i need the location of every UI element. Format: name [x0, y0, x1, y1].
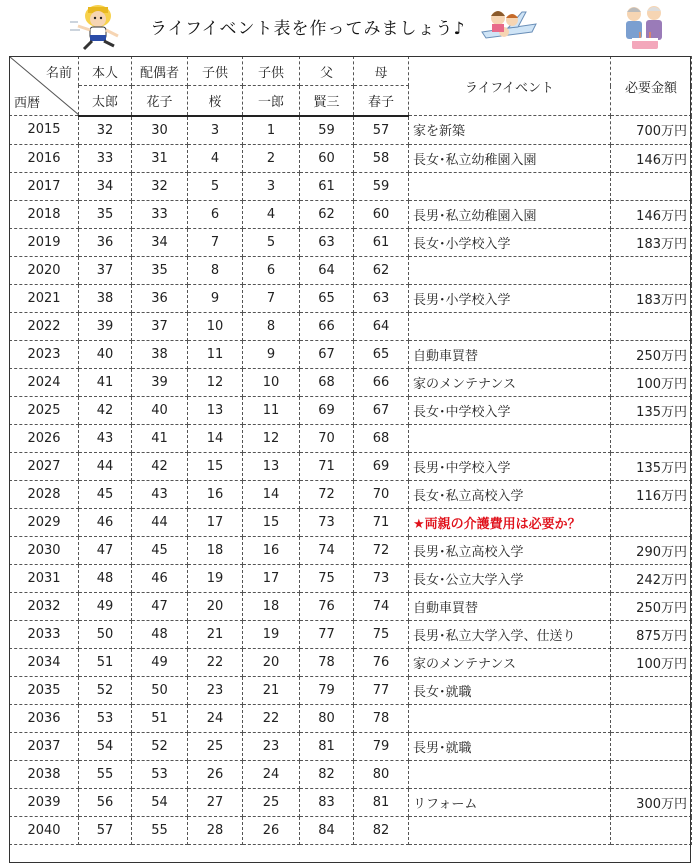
- age-cell: 40: [79, 340, 132, 368]
- age-cell: 19: [188, 564, 243, 592]
- member-role: 子供: [188, 57, 243, 86]
- age-cell: 60: [354, 200, 409, 228]
- age-cell: 17: [188, 508, 243, 536]
- member-role: 本人: [79, 57, 132, 86]
- table-row: [10, 368, 692, 396]
- age-cell: 33: [79, 144, 132, 172]
- age-cell: 82: [300, 760, 354, 788]
- amount-cell: [611, 312, 692, 340]
- age-cell: 18: [243, 592, 300, 620]
- event-cell: 長男･小学校入学: [409, 284, 611, 312]
- event-cell: [409, 172, 611, 200]
- age-cell: 48: [79, 564, 132, 592]
- age-cell: 30: [132, 116, 188, 145]
- age-cell: 6: [188, 200, 243, 228]
- age-cell: 51: [79, 648, 132, 676]
- age-cell: 81: [300, 732, 354, 760]
- event-cell: 自動車買替: [409, 340, 611, 368]
- age-cell: 37: [79, 256, 132, 284]
- age-cell: 77: [300, 620, 354, 648]
- age-cell: 8: [243, 312, 300, 340]
- amount-cell: 250万円: [611, 592, 692, 620]
- year-cell: 2029: [10, 508, 79, 536]
- age-cell: 9: [188, 284, 243, 312]
- age-cell: 23: [188, 676, 243, 704]
- member-role: 母: [354, 57, 409, 86]
- age-cell: 23: [243, 732, 300, 760]
- amount-cell: 290万円: [611, 536, 692, 564]
- table-row: [10, 256, 692, 284]
- age-cell: 60: [300, 144, 354, 172]
- event-cell: 家のメンテナンス: [409, 648, 611, 676]
- age-cell: 20: [188, 592, 243, 620]
- amount-cell: 135万円: [611, 452, 692, 480]
- amount-cell: [611, 172, 692, 200]
- age-cell: 66: [354, 368, 409, 396]
- age-cell: 44: [79, 452, 132, 480]
- age-cell: 13: [188, 396, 243, 424]
- age-cell: 15: [243, 508, 300, 536]
- age-cell: 32: [132, 172, 188, 200]
- age-cell: 5: [188, 172, 243, 200]
- amount-cell: 146万円: [611, 144, 692, 172]
- age-cell: 46: [79, 508, 132, 536]
- age-cell: 9: [243, 340, 300, 368]
- age-cell: 7: [188, 228, 243, 256]
- age-cell: 39: [79, 312, 132, 340]
- age-cell: 61: [354, 228, 409, 256]
- member-name: 賢三: [300, 86, 354, 116]
- event-cell: 長女･小学校入学: [409, 228, 611, 256]
- table-row: [10, 228, 692, 256]
- year-cell: 2025: [10, 396, 79, 424]
- age-cell: 18: [188, 536, 243, 564]
- year-cell: 2018: [10, 200, 79, 228]
- table-row: [10, 732, 692, 760]
- event-cell: 長男･私立幼稚園入園: [409, 200, 611, 228]
- age-cell: 72: [300, 480, 354, 508]
- year-cell: 2031: [10, 564, 79, 592]
- age-cell: 41: [79, 368, 132, 396]
- age-cell: 24: [243, 760, 300, 788]
- age-cell: 84: [300, 816, 354, 844]
- age-cell: 10: [243, 368, 300, 396]
- age-cell: 17: [243, 564, 300, 592]
- age-cell: 11: [243, 396, 300, 424]
- age-cell: 45: [79, 480, 132, 508]
- table-row: [10, 144, 692, 172]
- age-cell: 49: [132, 648, 188, 676]
- table-row: [10, 340, 692, 368]
- age-cell: 42: [132, 452, 188, 480]
- year-cell: 2019: [10, 228, 79, 256]
- age-cell: 39: [132, 368, 188, 396]
- age-cell: 2: [243, 144, 300, 172]
- age-cell: 5: [243, 228, 300, 256]
- amount-cell: 100万円: [611, 648, 692, 676]
- age-cell: 14: [243, 480, 300, 508]
- age-cell: 70: [300, 424, 354, 452]
- age-cell: 65: [300, 284, 354, 312]
- age-cell: 7: [243, 284, 300, 312]
- event-cell: 長男･私立大学入学、仕送り: [409, 620, 611, 648]
- age-cell: 48: [132, 620, 188, 648]
- age-cell: 47: [132, 592, 188, 620]
- year-cell: 2016: [10, 144, 79, 172]
- age-cell: 69: [354, 452, 409, 480]
- amount-cell: 250万円: [611, 340, 692, 368]
- age-cell: 80: [354, 760, 409, 788]
- age-cell: 54: [79, 732, 132, 760]
- age-cell: 15: [188, 452, 243, 480]
- age-cell: 53: [79, 704, 132, 732]
- member-name: 桜: [188, 86, 243, 116]
- age-cell: 83: [300, 788, 354, 816]
- age-cell: 52: [79, 676, 132, 704]
- amount-cell: 116万円: [611, 480, 692, 508]
- age-cell: 26: [243, 816, 300, 844]
- age-cell: 72: [354, 536, 409, 564]
- year-cell: 2015: [10, 116, 79, 145]
- member-name: 太郎: [79, 86, 132, 116]
- age-cell: 79: [354, 732, 409, 760]
- table-row: [10, 620, 692, 648]
- table-row: [10, 816, 692, 844]
- age-cell: 1: [243, 116, 300, 145]
- corner-name-label: 名前: [45, 66, 72, 81]
- event-cell: [409, 760, 611, 788]
- year-cell: 2017: [10, 172, 79, 200]
- table-row: [10, 564, 692, 592]
- age-cell: 12: [188, 368, 243, 396]
- age-cell: 73: [354, 564, 409, 592]
- corner-header: [10, 57, 79, 116]
- age-cell: 69: [300, 396, 354, 424]
- event-cell: 長女･公立大学入学: [409, 564, 611, 592]
- amount-cell: 242万円: [611, 564, 692, 592]
- member-name: 春子: [354, 86, 409, 116]
- age-cell: 62: [354, 256, 409, 284]
- age-cell: 14: [188, 424, 243, 452]
- year-cell: 2032: [10, 592, 79, 620]
- age-cell: 26: [188, 760, 243, 788]
- table-row: [10, 200, 692, 228]
- page-title: ライフイベント表を作ってみましょう♪: [150, 19, 466, 39]
- age-cell: 59: [354, 172, 409, 200]
- age-cell: 21: [188, 620, 243, 648]
- age-cell: 33: [132, 200, 188, 228]
- age-cell: 82: [354, 816, 409, 844]
- table-row: [10, 704, 692, 732]
- event-cell: 家のメンテナンス: [409, 368, 611, 396]
- table-row: [10, 676, 692, 704]
- age-cell: 68: [354, 424, 409, 452]
- amount-cell: 700万円: [611, 116, 692, 145]
- age-cell: 34: [79, 172, 132, 200]
- age-cell: 6: [243, 256, 300, 284]
- age-cell: 40: [132, 396, 188, 424]
- event-cell: リフォーム: [409, 788, 611, 816]
- amount-cell: [611, 732, 692, 760]
- member-name: 一郎: [243, 86, 300, 116]
- table-row: [10, 116, 692, 145]
- age-cell: 19: [243, 620, 300, 648]
- age-cell: 49: [79, 592, 132, 620]
- table-row: [10, 312, 692, 340]
- age-cell: 70: [354, 480, 409, 508]
- event-cell: 長女･中学校入学: [409, 396, 611, 424]
- event-cell: [409, 704, 611, 732]
- year-cell: 2038: [10, 760, 79, 788]
- running-kid-icon: [68, 2, 132, 52]
- table-row: [10, 760, 692, 788]
- year-cell: 2040: [10, 816, 79, 844]
- age-cell: 51: [132, 704, 188, 732]
- age-cell: 28: [188, 816, 243, 844]
- table-row: [10, 480, 692, 508]
- age-cell: 35: [79, 200, 132, 228]
- age-cell: 47: [79, 536, 132, 564]
- age-cell: 10: [188, 312, 243, 340]
- age-cell: 36: [132, 284, 188, 312]
- member-role: 父: [300, 57, 354, 86]
- table-row: [10, 648, 692, 676]
- age-cell: 21: [243, 676, 300, 704]
- age-cell: 35: [132, 256, 188, 284]
- age-cell: 64: [300, 256, 354, 284]
- life-event-table: [9, 56, 692, 845]
- age-cell: 12: [243, 424, 300, 452]
- age-cell: 11: [188, 340, 243, 368]
- age-cell: 71: [300, 452, 354, 480]
- table-row: [10, 452, 692, 480]
- age-cell: 43: [79, 424, 132, 452]
- age-cell: 34: [132, 228, 188, 256]
- age-cell: 37: [132, 312, 188, 340]
- table-row: [10, 536, 692, 564]
- age-cell: 22: [188, 648, 243, 676]
- family-plane-icon: [478, 2, 540, 52]
- amount-cell: [611, 760, 692, 788]
- age-cell: 50: [132, 676, 188, 704]
- age-cell: 77: [354, 676, 409, 704]
- amount-cell: 100万円: [611, 368, 692, 396]
- amount-cell: [611, 256, 692, 284]
- amount-cell: [611, 508, 692, 536]
- event-cell: 長女･私立幼稚園入園: [409, 144, 611, 172]
- age-cell: 67: [300, 340, 354, 368]
- amount-cell: 146万円: [611, 200, 692, 228]
- year-cell: 2034: [10, 648, 79, 676]
- table-row: [10, 172, 692, 200]
- table-row: [10, 396, 692, 424]
- year-cell: 2026: [10, 424, 79, 452]
- age-cell: 27: [188, 788, 243, 816]
- year-cell: 2033: [10, 620, 79, 648]
- amount-cell: 183万円: [611, 284, 692, 312]
- age-cell: 3: [243, 172, 300, 200]
- age-cell: 53: [132, 760, 188, 788]
- age-cell: 64: [354, 312, 409, 340]
- age-cell: 68: [300, 368, 354, 396]
- event-cell: 長男･中学校入学: [409, 452, 611, 480]
- event-cell: [409, 424, 611, 452]
- amount-cell: [611, 704, 692, 732]
- age-cell: 8: [188, 256, 243, 284]
- age-cell: 13: [243, 452, 300, 480]
- age-cell: 66: [300, 312, 354, 340]
- age-cell: 73: [300, 508, 354, 536]
- grandparents-cake-icon: [614, 0, 676, 54]
- member-name: 花子: [132, 86, 188, 116]
- amount-cell: [611, 676, 692, 704]
- year-cell: 2022: [10, 312, 79, 340]
- age-cell: 57: [79, 816, 132, 844]
- age-cell: 81: [354, 788, 409, 816]
- amount-cell: 875万円: [611, 620, 692, 648]
- age-cell: 65: [354, 340, 409, 368]
- age-cell: 46: [132, 564, 188, 592]
- age-cell: 56: [79, 788, 132, 816]
- age-cell: 76: [354, 648, 409, 676]
- amount-cell: 135万円: [611, 396, 692, 424]
- age-cell: 16: [188, 480, 243, 508]
- age-cell: 22: [243, 704, 300, 732]
- year-cell: 2027: [10, 452, 79, 480]
- amount-cell: [611, 816, 692, 844]
- age-cell: 76: [300, 592, 354, 620]
- age-cell: 44: [132, 508, 188, 536]
- table-row: [10, 424, 692, 452]
- year-cell: 2036: [10, 704, 79, 732]
- age-cell: 74: [354, 592, 409, 620]
- corner-year-label: 西暦: [14, 96, 41, 111]
- amount-cell: 300万円: [611, 788, 692, 816]
- age-cell: 54: [132, 788, 188, 816]
- member-role: 配偶者: [132, 57, 188, 86]
- age-cell: 41: [132, 424, 188, 452]
- age-cell: 52: [132, 732, 188, 760]
- year-cell: 2030: [10, 536, 79, 564]
- age-cell: 45: [132, 536, 188, 564]
- age-cell: 58: [354, 144, 409, 172]
- table-row: [10, 508, 692, 536]
- event-cell: 長男･私立高校入学: [409, 536, 611, 564]
- table-row: [10, 284, 692, 312]
- age-cell: 25: [243, 788, 300, 816]
- age-cell: 63: [300, 228, 354, 256]
- age-cell: 32: [79, 116, 132, 145]
- event-cell: 長男･就職: [409, 732, 611, 760]
- age-cell: 3: [188, 116, 243, 145]
- amount-cell: 183万円: [611, 228, 692, 256]
- year-cell: 2028: [10, 480, 79, 508]
- age-cell: 75: [354, 620, 409, 648]
- age-cell: 4: [243, 200, 300, 228]
- year-cell: 2035: [10, 676, 79, 704]
- age-cell: 55: [79, 760, 132, 788]
- age-cell: 79: [300, 676, 354, 704]
- age-cell: 36: [79, 228, 132, 256]
- event-cell: [409, 816, 611, 844]
- age-cell: 16: [243, 536, 300, 564]
- event-cell: [409, 312, 611, 340]
- amount-cell: [611, 424, 692, 452]
- age-cell: 42: [79, 396, 132, 424]
- year-cell: 2020: [10, 256, 79, 284]
- age-cell: 20: [243, 648, 300, 676]
- age-cell: 31: [132, 144, 188, 172]
- age-cell: 50: [79, 620, 132, 648]
- header: [0, 0, 694, 56]
- age-cell: 38: [79, 284, 132, 312]
- age-cell: 71: [354, 508, 409, 536]
- year-cell: 2039: [10, 788, 79, 816]
- age-cell: 38: [132, 340, 188, 368]
- age-cell: 63: [354, 284, 409, 312]
- age-cell: 57: [354, 116, 409, 145]
- year-cell: 2023: [10, 340, 79, 368]
- amount-column-header: 必要金額: [611, 57, 692, 116]
- table-row: [10, 592, 692, 620]
- year-cell: 2024: [10, 368, 79, 396]
- age-cell: 67: [354, 396, 409, 424]
- age-cell: 75: [300, 564, 354, 592]
- age-cell: 62: [300, 200, 354, 228]
- age-cell: 80: [300, 704, 354, 732]
- age-cell: 4: [188, 144, 243, 172]
- table-row: [10, 788, 692, 816]
- age-cell: 78: [300, 648, 354, 676]
- event-cell: [409, 256, 611, 284]
- age-cell: 55: [132, 816, 188, 844]
- age-cell: 74: [300, 536, 354, 564]
- event-cell: 自動車買替: [409, 592, 611, 620]
- age-cell: 24: [188, 704, 243, 732]
- age-cell: 61: [300, 172, 354, 200]
- event-cell: 長女･就職: [409, 676, 611, 704]
- age-cell: 43: [132, 480, 188, 508]
- member-role: 子供: [243, 57, 300, 86]
- age-cell: 25: [188, 732, 243, 760]
- age-cell: 59: [300, 116, 354, 145]
- year-cell: 2021: [10, 284, 79, 312]
- event-cell: 長女･私立高校入学: [409, 480, 611, 508]
- event-cell: 家を新築: [409, 116, 611, 145]
- year-cell: 2037: [10, 732, 79, 760]
- event-column-header: ライフイベント: [409, 57, 611, 116]
- age-cell: 78: [354, 704, 409, 732]
- event-cell: ★両親の介護費用は必要か？: [409, 508, 611, 536]
